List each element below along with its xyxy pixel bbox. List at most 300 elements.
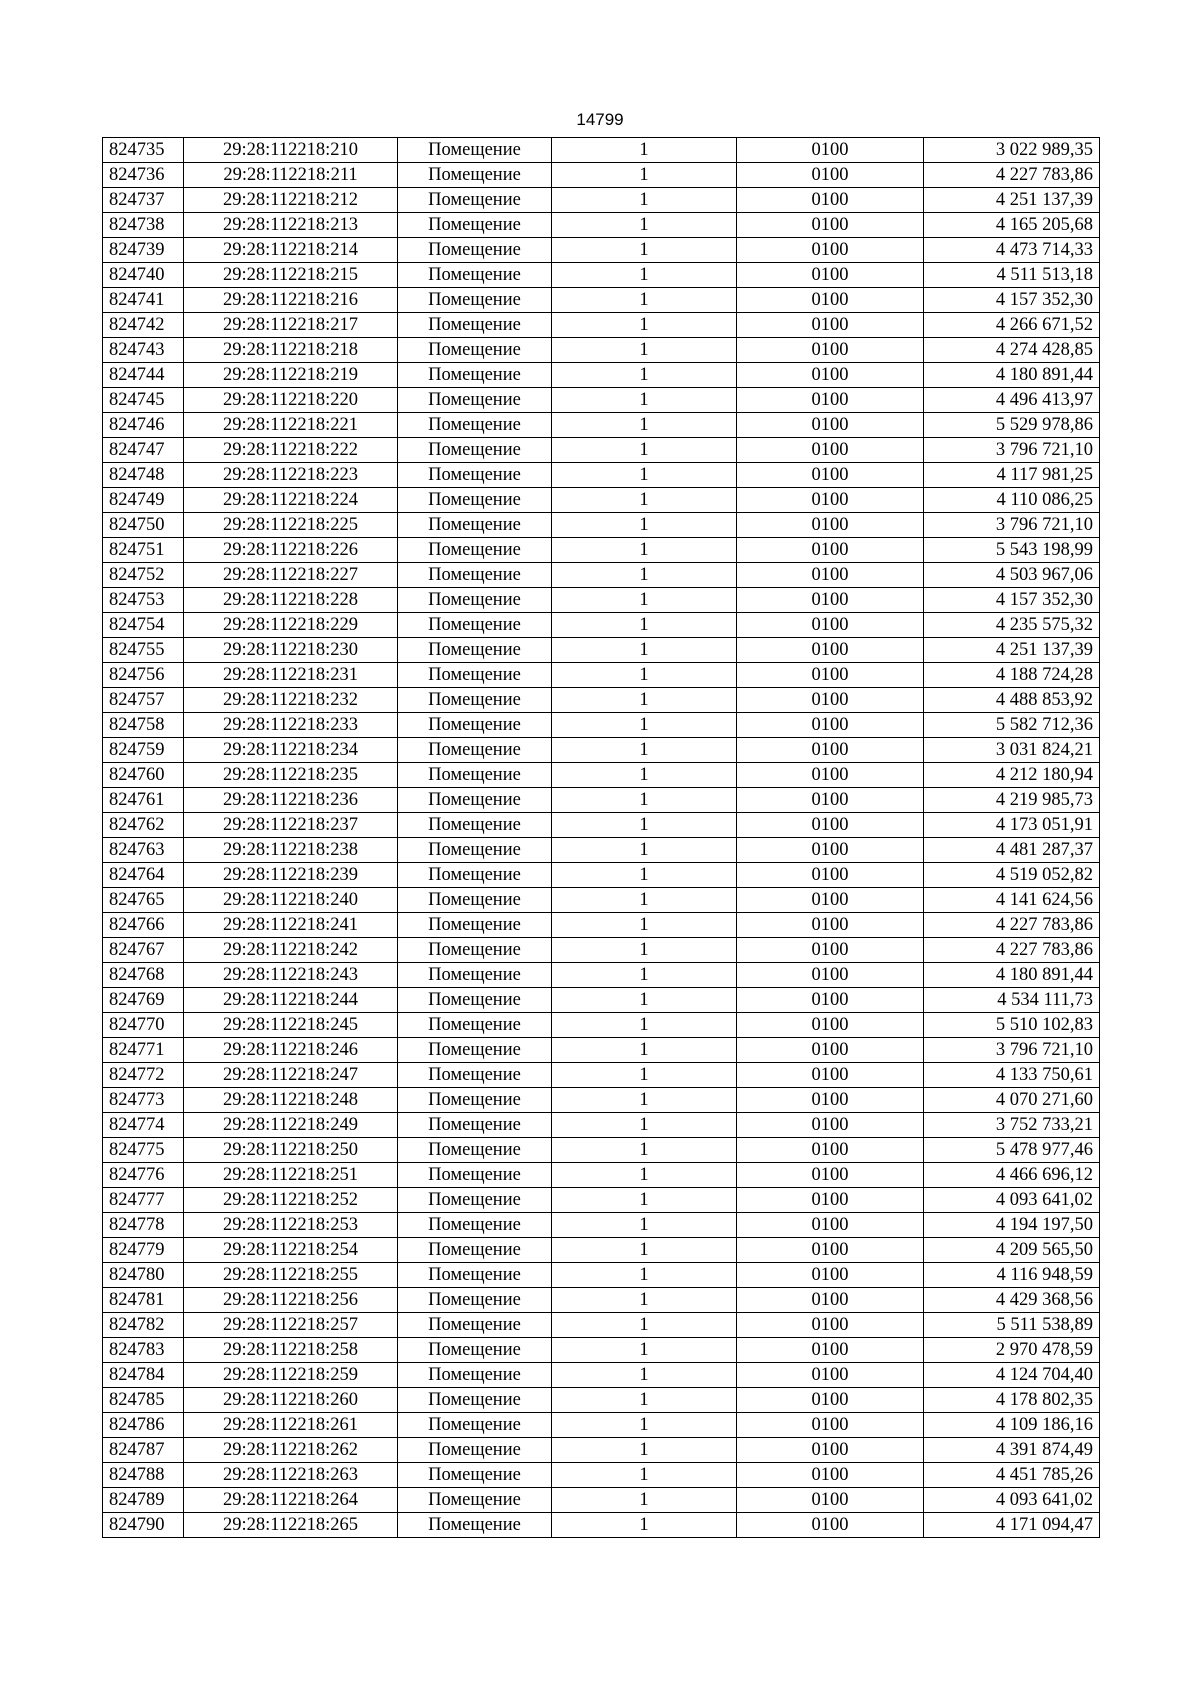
cadastral-value-cell: 3 031 824,21 <box>924 738 1100 763</box>
object-type-cell: Помещение <box>398 488 552 513</box>
row-id-cell: 824764 <box>103 863 184 888</box>
table-row <box>103 363 1100 388</box>
object-type-cell: Помещение <box>398 138 552 163</box>
table-row <box>103 988 1100 1013</box>
table-row <box>103 438 1100 463</box>
code-cell: 0100 <box>737 913 924 938</box>
code-cell: 0100 <box>737 738 924 763</box>
object-type-cell: Помещение <box>398 413 552 438</box>
cadastral-value-cell: 4 212 180,94 <box>924 763 1100 788</box>
table-row <box>103 913 1100 938</box>
object-type-cell: Помещение <box>398 688 552 713</box>
cadastral-number-cell: 29:28:112218:216 <box>184 288 398 313</box>
object-type-cell: Помещение <box>398 1438 552 1463</box>
object-type-cell: Помещение <box>398 538 552 563</box>
quantity-cell: 1 <box>552 263 737 288</box>
table-row <box>103 863 1100 888</box>
row-id-cell: 824753 <box>103 588 184 613</box>
code-cell: 0100 <box>737 1438 924 1463</box>
row-id-cell: 824782 <box>103 1313 184 1338</box>
object-type-cell: Помещение <box>398 1488 552 1513</box>
cadastral-number-cell: 29:28:112218:248 <box>184 1088 398 1113</box>
row-id-cell: 824765 <box>103 888 184 913</box>
object-type-cell: Помещение <box>398 588 552 613</box>
code-cell: 0100 <box>737 388 924 413</box>
code-cell: 0100 <box>737 838 924 863</box>
cadastral-number-cell: 29:28:112218:213 <box>184 213 398 238</box>
cadastral-number-cell: 29:28:112218:247 <box>184 1063 398 1088</box>
table-row <box>103 1338 1100 1363</box>
row-id-cell: 824739 <box>103 238 184 263</box>
table-row <box>103 238 1100 263</box>
cadastral-number-cell: 29:28:112218:264 <box>184 1488 398 1513</box>
cadastral-number-cell: 29:28:112218:244 <box>184 988 398 1013</box>
row-id-cell: 824752 <box>103 563 184 588</box>
code-cell: 0100 <box>737 1338 924 1363</box>
table-row <box>103 1263 1100 1288</box>
quantity-cell: 1 <box>552 1088 737 1113</box>
quantity-cell: 1 <box>552 1038 737 1063</box>
cadastral-value-cell: 4 227 783,86 <box>924 163 1100 188</box>
cadastral-value-cell: 4 141 624,56 <box>924 888 1100 913</box>
object-type-cell: Помещение <box>398 338 552 363</box>
quantity-cell: 1 <box>552 1388 737 1413</box>
object-type-cell: Помещение <box>398 1088 552 1113</box>
quantity-cell: 1 <box>552 913 737 938</box>
quantity-cell: 1 <box>552 288 737 313</box>
cadastral-number-cell: 29:28:112218:262 <box>184 1438 398 1463</box>
object-type-cell: Помещение <box>398 913 552 938</box>
table-row <box>103 1413 1100 1438</box>
object-type-cell: Помещение <box>398 163 552 188</box>
quantity-cell: 1 <box>552 763 737 788</box>
cadastral-number-cell: 29:28:112218:212 <box>184 188 398 213</box>
cadastral-number-cell: 29:28:112218:260 <box>184 1388 398 1413</box>
table-row <box>103 288 1100 313</box>
code-cell: 0100 <box>737 1513 924 1538</box>
cadastral-number-cell: 29:28:112218:255 <box>184 1263 398 1288</box>
table-row <box>103 1488 1100 1513</box>
row-id-cell: 824779 <box>103 1238 184 1263</box>
quantity-cell: 1 <box>552 788 737 813</box>
quantity-cell: 1 <box>552 1063 737 1088</box>
cadastral-number-cell: 29:28:112218:250 <box>184 1138 398 1163</box>
cadastral-value-cell: 4 266 671,52 <box>924 313 1100 338</box>
code-cell: 0100 <box>737 588 924 613</box>
code-cell: 0100 <box>737 363 924 388</box>
table-row <box>103 538 1100 563</box>
cadastral-number-cell: 29:28:112218:238 <box>184 838 398 863</box>
quantity-cell: 1 <box>552 388 737 413</box>
cadastral-number-cell: 29:28:112218:225 <box>184 513 398 538</box>
code-cell: 0100 <box>737 963 924 988</box>
code-cell: 0100 <box>737 1013 924 1038</box>
cadastral-value-cell: 5 543 198,99 <box>924 538 1100 563</box>
code-cell: 0100 <box>737 263 924 288</box>
code-cell: 0100 <box>737 688 924 713</box>
page-number: 14799 <box>576 110 624 129</box>
row-id-cell: 824780 <box>103 1263 184 1288</box>
table-row <box>103 1063 1100 1088</box>
quantity-cell: 1 <box>552 1513 737 1538</box>
quantity-cell: 1 <box>552 513 737 538</box>
cadastral-number-cell: 29:28:112218:259 <box>184 1363 398 1388</box>
row-id-cell: 824758 <box>103 713 184 738</box>
cadastral-value-cell: 4 178 802,35 <box>924 1388 1100 1413</box>
row-id-cell: 824750 <box>103 513 184 538</box>
code-cell: 0100 <box>737 188 924 213</box>
quantity-cell: 1 <box>552 138 737 163</box>
quantity-cell: 1 <box>552 438 737 463</box>
code-cell: 0100 <box>737 1288 924 1313</box>
object-type-cell: Помещение <box>398 1463 552 1488</box>
table-row <box>103 1438 1100 1463</box>
object-type-cell: Помещение <box>398 188 552 213</box>
quantity-cell: 1 <box>552 963 737 988</box>
row-id-cell: 824781 <box>103 1288 184 1313</box>
row-id-cell: 824766 <box>103 913 184 938</box>
code-cell: 0100 <box>737 1063 924 1088</box>
quantity-cell: 1 <box>552 988 737 1013</box>
cadastral-value-cell: 4 157 352,30 <box>924 588 1100 613</box>
quantity-cell: 1 <box>552 713 737 738</box>
cadastral-value-cell: 4 488 853,92 <box>924 688 1100 713</box>
quantity-cell: 1 <box>552 663 737 688</box>
table-row <box>103 1388 1100 1413</box>
cadastral-number-cell: 29:28:112218:233 <box>184 713 398 738</box>
cadastral-number-cell: 29:28:112218:253 <box>184 1213 398 1238</box>
row-id-cell: 824735 <box>103 138 184 163</box>
cadastral-number-cell: 29:28:112218:211 <box>184 163 398 188</box>
cadastral-value-cell: 3 752 733,21 <box>924 1113 1100 1138</box>
table-row <box>103 963 1100 988</box>
row-id-cell: 824769 <box>103 988 184 1013</box>
quantity-cell: 1 <box>552 1463 737 1488</box>
object-type-cell: Помещение <box>398 613 552 638</box>
row-id-cell: 824755 <box>103 638 184 663</box>
row-id-cell: 824738 <box>103 213 184 238</box>
code-cell: 0100 <box>737 313 924 338</box>
cadastral-number-cell: 29:28:112218:220 <box>184 388 398 413</box>
row-id-cell: 824737 <box>103 188 184 213</box>
code-cell: 0100 <box>737 763 924 788</box>
code-cell: 0100 <box>737 1313 924 1338</box>
object-type-cell: Помещение <box>398 1288 552 1313</box>
row-id-cell: 824784 <box>103 1363 184 1388</box>
quantity-cell: 1 <box>552 238 737 263</box>
cadastral-number-cell: 29:28:112218:221 <box>184 413 398 438</box>
code-cell: 0100 <box>737 1163 924 1188</box>
code-cell: 0100 <box>737 538 924 563</box>
code-cell: 0100 <box>737 413 924 438</box>
quantity-cell: 1 <box>552 1238 737 1263</box>
row-id-cell: 824771 <box>103 1038 184 1063</box>
object-type-cell: Помещение <box>398 738 552 763</box>
cadastral-value-cell: 4 110 086,25 <box>924 488 1100 513</box>
code-cell: 0100 <box>737 863 924 888</box>
cadastral-value-cell: 4 124 704,40 <box>924 1363 1100 1388</box>
object-type-cell: Помещение <box>398 463 552 488</box>
object-type-cell: Помещение <box>398 863 552 888</box>
quantity-cell: 1 <box>552 638 737 663</box>
cadastral-value-cell: 4 391 874,49 <box>924 1438 1100 1463</box>
row-id-cell: 824783 <box>103 1338 184 1363</box>
table-row <box>103 1138 1100 1163</box>
quantity-cell: 1 <box>552 1338 737 1363</box>
object-type-cell: Помещение <box>398 513 552 538</box>
cadastral-number-cell: 29:28:112218:226 <box>184 538 398 563</box>
table-row <box>103 513 1100 538</box>
cadastral-number-cell: 29:28:112218:243 <box>184 963 398 988</box>
table-row <box>103 1163 1100 1188</box>
object-type-cell: Помещение <box>398 963 552 988</box>
table-row <box>103 663 1100 688</box>
cadastral-number-cell: 29:28:112218:232 <box>184 688 398 713</box>
quantity-cell: 1 <box>552 488 737 513</box>
object-type-cell: Помещение <box>398 288 552 313</box>
cadastral-value-cell: 4 093 641,02 <box>924 1488 1100 1513</box>
object-type-cell: Помещение <box>398 638 552 663</box>
table-row <box>103 1288 1100 1313</box>
table-row <box>103 888 1100 913</box>
object-type-cell: Помещение <box>398 563 552 588</box>
code-cell: 0100 <box>737 513 924 538</box>
quantity-cell: 1 <box>552 1363 737 1388</box>
cadastral-value-cell: 4 116 948,59 <box>924 1263 1100 1288</box>
cadastral-number-cell: 29:28:112218:252 <box>184 1188 398 1213</box>
cadastral-value-cell: 5 511 538,89 <box>924 1313 1100 1338</box>
table-row <box>103 1213 1100 1238</box>
registry-table <box>102 137 1100 1538</box>
object-type-cell: Помещение <box>398 713 552 738</box>
table-row <box>103 213 1100 238</box>
cadastral-number-cell: 29:28:112218:228 <box>184 588 398 613</box>
quantity-cell: 1 <box>552 1263 737 1288</box>
quantity-cell: 1 <box>552 213 737 238</box>
quantity-cell: 1 <box>552 813 737 838</box>
object-type-cell: Помещение <box>398 1188 552 1213</box>
cadastral-number-cell: 29:28:112218:227 <box>184 563 398 588</box>
table-row <box>103 1238 1100 1263</box>
table-row <box>103 1038 1100 1063</box>
table-row <box>103 813 1100 838</box>
cadastral-number-cell: 29:28:112218:215 <box>184 263 398 288</box>
cadastral-value-cell: 4 209 565,50 <box>924 1238 1100 1263</box>
code-cell: 0100 <box>737 663 924 688</box>
code-cell: 0100 <box>737 1388 924 1413</box>
code-cell: 0100 <box>737 1463 924 1488</box>
quantity-cell: 1 <box>552 1163 737 1188</box>
cadastral-number-cell: 29:28:112218:234 <box>184 738 398 763</box>
cadastral-value-cell: 4 194 197,50 <box>924 1213 1100 1238</box>
row-id-cell: 824759 <box>103 738 184 763</box>
row-id-cell: 824775 <box>103 1138 184 1163</box>
row-id-cell: 824743 <box>103 338 184 363</box>
row-id-cell: 824777 <box>103 1188 184 1213</box>
table-row <box>103 1188 1100 1213</box>
table-row <box>103 488 1100 513</box>
row-id-cell: 824736 <box>103 163 184 188</box>
cadastral-value-cell: 2 970 478,59 <box>924 1338 1100 1363</box>
quantity-cell: 1 <box>552 1213 737 1238</box>
quantity-cell: 1 <box>552 538 737 563</box>
code-cell: 0100 <box>737 1363 924 1388</box>
quantity-cell: 1 <box>552 1188 737 1213</box>
cadastral-value-cell: 4 534 111,73 <box>924 988 1100 1013</box>
code-cell: 0100 <box>737 813 924 838</box>
code-cell: 0100 <box>737 238 924 263</box>
cadastral-number-cell: 29:28:112218:222 <box>184 438 398 463</box>
cadastral-value-cell: 4 511 513,18 <box>924 263 1100 288</box>
quantity-cell: 1 <box>552 1138 737 1163</box>
cadastral-number-cell: 29:28:112218:231 <box>184 663 398 688</box>
object-type-cell: Помещение <box>398 1113 552 1138</box>
object-type-cell: Помещение <box>398 1313 552 1338</box>
quantity-cell: 1 <box>552 563 737 588</box>
cadastral-value-cell: 4 165 205,68 <box>924 213 1100 238</box>
row-id-cell: 824757 <box>103 688 184 713</box>
row-id-cell: 824744 <box>103 363 184 388</box>
code-cell: 0100 <box>737 988 924 1013</box>
table-row <box>103 313 1100 338</box>
code-cell: 0100 <box>737 638 924 663</box>
row-id-cell: 824760 <box>103 763 184 788</box>
row-id-cell: 824748 <box>103 463 184 488</box>
cadastral-number-cell: 29:28:112218:239 <box>184 863 398 888</box>
cadastral-value-cell: 4 171 094,47 <box>924 1513 1100 1538</box>
quantity-cell: 1 <box>552 313 737 338</box>
cadastral-value-cell: 4 481 287,37 <box>924 838 1100 863</box>
row-id-cell: 824776 <box>103 1163 184 1188</box>
quantity-cell: 1 <box>552 413 737 438</box>
table-row <box>103 388 1100 413</box>
cadastral-value-cell: 5 582 712,36 <box>924 713 1100 738</box>
row-id-cell: 824787 <box>103 1438 184 1463</box>
row-id-cell: 824788 <box>103 1463 184 1488</box>
object-type-cell: Помещение <box>398 1363 552 1388</box>
cadastral-value-cell: 4 173 051,91 <box>924 813 1100 838</box>
cadastral-number-cell: 29:28:112218:210 <box>184 138 398 163</box>
row-id-cell: 824756 <box>103 663 184 688</box>
code-cell: 0100 <box>737 1113 924 1138</box>
cadastral-number-cell: 29:28:112218:265 <box>184 1513 398 1538</box>
code-cell: 0100 <box>737 138 924 163</box>
code-cell: 0100 <box>737 163 924 188</box>
cadastral-number-cell: 29:28:112218:237 <box>184 813 398 838</box>
cadastral-number-cell: 29:28:112218:261 <box>184 1413 398 1438</box>
row-id-cell: 824773 <box>103 1088 184 1113</box>
row-id-cell: 824747 <box>103 438 184 463</box>
table-row <box>103 1088 1100 1113</box>
table-row <box>103 788 1100 813</box>
table-row <box>103 1463 1100 1488</box>
object-type-cell: Помещение <box>398 1338 552 1363</box>
row-id-cell: 824770 <box>103 1013 184 1038</box>
code-cell: 0100 <box>737 713 924 738</box>
row-id-cell: 824740 <box>103 263 184 288</box>
cadastral-number-cell: 29:28:112218:258 <box>184 1338 398 1363</box>
row-id-cell: 824789 <box>103 1488 184 1513</box>
cadastral-value-cell: 4 451 785,26 <box>924 1463 1100 1488</box>
table-row <box>103 1113 1100 1138</box>
cadastral-value-cell: 4 180 891,44 <box>924 363 1100 388</box>
cadastral-number-cell: 29:28:112218:254 <box>184 1238 398 1263</box>
code-cell: 0100 <box>737 1088 924 1113</box>
cadastral-number-cell: 29:28:112218:214 <box>184 238 398 263</box>
cadastral-number-cell: 29:28:112218:224 <box>184 488 398 513</box>
object-type-cell: Помещение <box>398 788 552 813</box>
object-type-cell: Помещение <box>398 1413 552 1438</box>
table-row <box>103 188 1100 213</box>
table-row <box>103 163 1100 188</box>
code-cell: 0100 <box>737 288 924 313</box>
row-id-cell: 824742 <box>103 313 184 338</box>
table-row <box>103 463 1100 488</box>
row-id-cell: 824774 <box>103 1113 184 1138</box>
object-type-cell: Помещение <box>398 1163 552 1188</box>
quantity-cell: 1 <box>552 838 737 863</box>
object-type-cell: Помещение <box>398 813 552 838</box>
object-type-cell: Помещение <box>398 938 552 963</box>
cadastral-number-cell: 29:28:112218:242 <box>184 938 398 963</box>
object-type-cell: Помещение <box>398 1213 552 1238</box>
table-row <box>103 1513 1100 1538</box>
table-row <box>103 563 1100 588</box>
row-id-cell: 824754 <box>103 613 184 638</box>
code-cell: 0100 <box>737 463 924 488</box>
object-type-cell: Помещение <box>398 888 552 913</box>
quantity-cell: 1 <box>552 1438 737 1463</box>
object-type-cell: Помещение <box>398 238 552 263</box>
object-type-cell: Помещение <box>398 988 552 1013</box>
cadastral-value-cell: 4 227 783,86 <box>924 913 1100 938</box>
code-cell: 0100 <box>737 1238 924 1263</box>
object-type-cell: Помещение <box>398 1513 552 1538</box>
cadastral-value-cell: 4 133 750,61 <box>924 1063 1100 1088</box>
object-type-cell: Помещение <box>398 213 552 238</box>
code-cell: 0100 <box>737 788 924 813</box>
quantity-cell: 1 <box>552 1488 737 1513</box>
cadastral-value-cell: 4 251 137,39 <box>924 188 1100 213</box>
object-type-cell: Помещение <box>398 388 552 413</box>
table-row <box>103 1013 1100 1038</box>
code-cell: 0100 <box>737 488 924 513</box>
cadastral-number-cell: 29:28:112218:217 <box>184 313 398 338</box>
cadastral-value-cell: 4 219 985,73 <box>924 788 1100 813</box>
object-type-cell: Помещение <box>398 313 552 338</box>
cadastral-number-cell: 29:28:112218:218 <box>184 338 398 363</box>
cadastral-number-cell: 29:28:112218:235 <box>184 763 398 788</box>
row-id-cell: 824767 <box>103 938 184 963</box>
code-cell: 0100 <box>737 1038 924 1063</box>
row-id-cell: 824790 <box>103 1513 184 1538</box>
cadastral-number-cell: 29:28:112218:240 <box>184 888 398 913</box>
row-id-cell: 824768 <box>103 963 184 988</box>
cadastral-number-cell: 29:28:112218:219 <box>184 363 398 388</box>
row-id-cell: 824751 <box>103 538 184 563</box>
cadastral-value-cell: 4 496 413,97 <box>924 388 1100 413</box>
cadastral-value-cell: 4 251 137,39 <box>924 638 1100 663</box>
table-row <box>103 838 1100 863</box>
quantity-cell: 1 <box>552 1413 737 1438</box>
quantity-cell: 1 <box>552 613 737 638</box>
code-cell: 0100 <box>737 1263 924 1288</box>
cadastral-number-cell: 29:28:112218:236 <box>184 788 398 813</box>
quantity-cell: 1 <box>552 688 737 713</box>
cadastral-number-cell: 29:28:112218:223 <box>184 463 398 488</box>
table-row <box>103 938 1100 963</box>
code-cell: 0100 <box>737 1138 924 1163</box>
